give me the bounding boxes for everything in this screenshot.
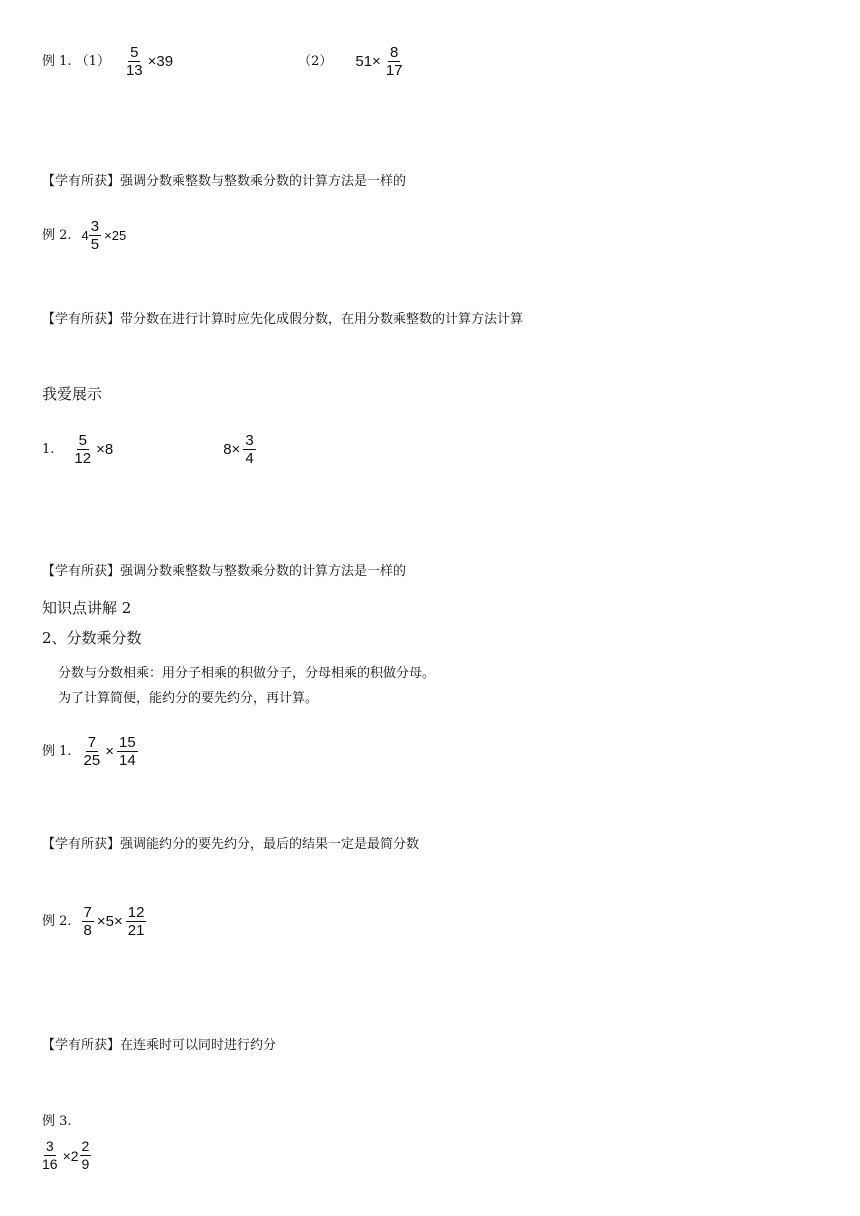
denominator: 17 <box>385 62 403 79</box>
example-label: 例 1. （1） <box>42 53 110 69</box>
fraction <box>126 904 147 939</box>
learning-gain: 【学有所获】强调能约分的要先约分，最后的结果一定是最简分数 <box>42 837 420 852</box>
s1-example-2 <box>42 218 127 253</box>
fraction <box>89 218 101 253</box>
fraction <box>80 1138 92 1173</box>
fraction <box>243 432 255 467</box>
fraction <box>82 904 94 939</box>
fraction <box>72 432 93 467</box>
example-label: 例 3. <box>42 1114 72 1129</box>
operator: ×8 <box>96 441 114 458</box>
item-number: 1. <box>42 441 55 457</box>
denominator: 21 <box>127 922 145 939</box>
example-label: 例 1. <box>42 743 72 759</box>
section-title: 我爱展示 <box>42 385 103 403</box>
denominator: 13 <box>125 62 143 79</box>
operator: ×5× <box>96 913 123 930</box>
s1-example-1 <box>42 44 407 79</box>
show-item-1 <box>42 432 258 467</box>
fraction <box>124 44 145 79</box>
numerator: 8 <box>390 44 399 61</box>
rule-text: 分数与分数相乘：用分子相乘的积做分子，分母相乘的积做分母。 <box>58 666 436 681</box>
operator: ×25 <box>104 228 127 243</box>
rule-text: 为了计算简便，能约分的要先约分，再计算。 <box>58 691 319 706</box>
denominator: 16 <box>42 1156 58 1172</box>
numerator: 12 <box>127 904 145 921</box>
numerator: 5 <box>78 432 87 449</box>
numerator: 2 <box>81 1138 90 1154</box>
denominator: 14 <box>119 752 136 769</box>
denominator: 12 <box>74 450 92 467</box>
fraction <box>384 44 405 79</box>
numerator: 5 <box>130 44 139 61</box>
s2-example-3 <box>40 1138 93 1173</box>
operator: × <box>105 743 114 760</box>
learning-gain: 【学有所获】带分数在进行计算时应先化成假分数，在用分数乘整数的计算方法计算 <box>42 312 524 327</box>
denominator: 4 <box>245 450 254 467</box>
denominator: 8 <box>83 922 92 939</box>
denominator: 9 <box>81 1156 90 1172</box>
operator: ×39 <box>147 53 174 70</box>
operator: ×2 <box>62 1147 79 1164</box>
s2-example-1 <box>42 734 140 769</box>
numerator: 7 <box>87 734 97 751</box>
operator: 8× <box>223 441 241 458</box>
s2-example-2 <box>42 904 148 939</box>
numerator: 3 <box>90 218 100 235</box>
numerator: 7 <box>83 904 92 921</box>
learning-gain: 【学有所获】强调分数乘整数与整数乘分数的计算方法是一样的 <box>42 174 407 189</box>
section-heading: 知识点讲解 2 <box>42 599 132 617</box>
denominator: 5 <box>90 236 100 253</box>
whole-number: 4 <box>81 228 89 243</box>
denominator: 25 <box>83 752 101 769</box>
example-label: 例 2. <box>42 913 72 929</box>
fraction <box>40 1138 60 1173</box>
example-label: （2） <box>298 53 333 69</box>
learning-gain: 【学有所获】在连乘时可以同时进行约分 <box>42 1038 277 1053</box>
fraction <box>117 734 138 769</box>
section-subheading: 2、分数乘分数 <box>42 629 142 647</box>
operator: 51× <box>355 53 381 70</box>
numerator: 3 <box>45 1138 54 1154</box>
fraction <box>82 734 103 769</box>
numerator: 3 <box>245 432 254 449</box>
example-label: 例 2. <box>42 227 72 243</box>
learning-gain: 【学有所获】强调分数乘整数与整数乘分数的计算方法是一样的 <box>42 564 407 579</box>
numerator: 15 <box>119 734 136 751</box>
